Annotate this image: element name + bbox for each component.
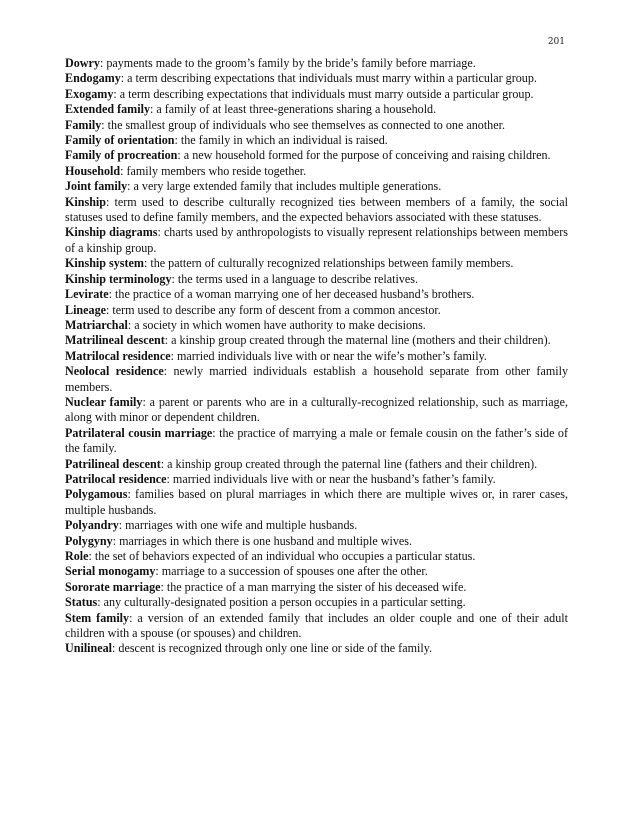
glossary-term: Kinship system xyxy=(65,256,144,271)
glossary-entry xyxy=(65,641,568,656)
glossary-definition: : a parent or parents who are in a culturally-recognized relationship, such as marriage, along with minor or dependent children. xyxy=(65,394,568,425)
glossary-entry xyxy=(65,102,568,117)
glossary-definition: : the smallest group of individuals who see themselves as connected to one another. xyxy=(101,117,505,132)
glossary-term: Levirate xyxy=(65,287,109,302)
page-number: 201 xyxy=(547,37,565,47)
glossary-entry xyxy=(65,518,568,533)
glossary-entry xyxy=(65,595,568,610)
glossary-term: Role xyxy=(65,549,89,563)
glossary-term: Polyandry xyxy=(65,518,119,533)
glossary-term: Neolocal residence xyxy=(65,364,164,379)
glossary-definition: : term used to describe any form of descent from a common ancestor. xyxy=(105,302,441,317)
glossary-definition: : a very large extended family that includes multiple generations. xyxy=(127,179,442,194)
glossary-entry xyxy=(65,457,568,472)
glossary-entry xyxy=(65,56,568,71)
glossary-definition: : a society in which women have authority to make decisions. xyxy=(127,317,426,332)
glossary-term: Kinship diagrams xyxy=(65,225,158,240)
glossary-definition: : charts used by anthropologists to visually represent relationships between members of a kinship group. xyxy=(65,225,568,255)
glossary-entry xyxy=(65,71,568,86)
glossary-definition: : the set of behaviors expected of an individual who occupies a particular status. xyxy=(88,549,476,563)
glossary-definition: : newly married individuals establish a household separate from other family members. xyxy=(65,364,568,394)
glossary-entry xyxy=(65,534,568,549)
glossary-term: Family of orientation xyxy=(65,133,175,148)
glossary-entry xyxy=(65,472,568,487)
glossary-definition: : any culturally-designated position a person occupies in a particular setting. xyxy=(97,595,466,610)
glossary-term: Status xyxy=(65,595,98,610)
glossary-definition: : a term describing expectations that individuals must marry within a particular group. xyxy=(120,71,537,86)
glossary-term: Polygyny xyxy=(65,533,113,548)
glossary-entry xyxy=(65,303,568,318)
glossary-definition: : the practice of marrying a male or female cousin on the father’s side of the family. xyxy=(65,425,568,456)
glossary-term: Endogamy xyxy=(65,71,121,86)
glossary-entry xyxy=(65,549,568,564)
glossary-term: Household xyxy=(65,163,121,178)
glossary-entry xyxy=(65,133,568,148)
glossary-term: Matriarchal xyxy=(65,317,128,332)
glossary-entry xyxy=(65,179,568,194)
glossary-definition: : term used to describe culturally recognized ties between members of a family, the social statuses used to define family members, and the expected behaviors associated with these statuses. xyxy=(65,194,568,225)
glossary-entry xyxy=(65,225,568,256)
glossary-entry xyxy=(65,426,568,457)
glossary-definition: : payments made to the groom’s family by the bride’s family before marriage. xyxy=(99,56,476,70)
glossary-entry xyxy=(65,349,568,364)
glossary-term: Dowry xyxy=(65,56,100,70)
glossary-term: Joint family xyxy=(65,179,128,194)
glossary-term: Patrilocal residence xyxy=(65,471,167,486)
glossary-definition: : a term describing expectations that individuals must marry outside a particular group. xyxy=(113,86,534,101)
glossary-entry xyxy=(65,333,568,348)
glossary-term: Patrilineal descent xyxy=(65,456,161,471)
glossary-term: Family of procreation xyxy=(65,148,178,163)
glossary-entry xyxy=(65,118,568,133)
glossary-entry xyxy=(65,287,568,302)
glossary-entry xyxy=(65,195,568,226)
glossary-definition: : a kinship group created through the maternal line (mothers and their children). xyxy=(164,333,551,348)
glossary-term: Family xyxy=(65,117,102,132)
glossary-term: Exogamy xyxy=(65,86,114,101)
glossary-entry xyxy=(65,487,568,518)
glossary-entry xyxy=(65,395,568,426)
glossary-entry xyxy=(65,318,568,333)
glossary-term: Extended family xyxy=(65,102,150,117)
glossary-definition: : the practice of a woman marrying one of her deceased husband’s brothers. xyxy=(108,287,475,302)
glossary-entry xyxy=(65,87,568,102)
glossary-term: Matrilocal residence xyxy=(65,348,171,363)
glossary-term: Stem family xyxy=(65,610,130,625)
glossary-definition: : the family in which an individual is raised. xyxy=(174,133,388,148)
glossary-definition: : marriages in which there is one husband and multiple wives. xyxy=(112,533,412,548)
glossary-definition: : a family of at least three-generations sharing a household. xyxy=(150,102,437,117)
glossary-term: Unilineal xyxy=(65,641,113,656)
glossary-entry xyxy=(65,564,568,579)
glossary-definition: : descent is recognized through only one line or side of the family. xyxy=(112,641,432,656)
glossary-list xyxy=(65,56,568,657)
glossary-definition: : families based on plural marriages in which there are multiple wives or, in rarer cases, multiple husbands. xyxy=(65,487,568,517)
glossary-entry xyxy=(65,611,568,642)
glossary-term: Sororate marriage xyxy=(65,579,161,594)
glossary-entry xyxy=(65,580,568,595)
glossary-entry xyxy=(65,256,568,271)
glossary-term: Serial monogamy xyxy=(65,564,156,579)
glossary-term: Kinship terminology xyxy=(65,271,172,286)
glossary-definition: : marriage to a succession of spouses one after the other. xyxy=(155,564,428,579)
glossary-term: Polygamous xyxy=(65,487,128,502)
glossary-term: Lineage xyxy=(65,302,106,317)
glossary-definition: : the pattern of culturally recognized relationships between family members. xyxy=(143,256,514,271)
glossary-definition: : married individuals live with or near the wife’s mother’s family. xyxy=(170,348,487,363)
glossary-entry xyxy=(65,364,568,395)
glossary-definition: : a version of an extended family that includes an older couple and one of their adult children with a spouse (or spouses) and children. xyxy=(65,610,568,641)
glossary-definition: : a new household formed for the purpose of conceiving and raising children. xyxy=(177,148,551,163)
glossary-definition: : the terms used in a language to describe relatives. xyxy=(171,271,419,286)
glossary-definition: : family members who reside together. xyxy=(120,163,307,178)
glossary-definition: : the practice of a man marrying the sister of his deceased wife. xyxy=(160,579,467,594)
glossary-term: Patrilateral cousin marriage xyxy=(65,425,213,440)
glossary-entry xyxy=(65,164,568,179)
glossary-definition: : married individuals live with or near the husband’s father’s family. xyxy=(166,471,496,486)
glossary-definition: : a kinship group created through the paternal line (fathers and their children). xyxy=(160,456,538,471)
glossary-term: Nuclear family xyxy=(65,394,143,409)
glossary-term: Kinship xyxy=(65,194,107,209)
glossary-entry xyxy=(65,148,568,163)
glossary-term: Matrilineal descent xyxy=(65,333,165,348)
glossary-definition: : marriages with one wife and multiple husbands. xyxy=(118,518,358,533)
glossary-entry xyxy=(65,272,568,287)
